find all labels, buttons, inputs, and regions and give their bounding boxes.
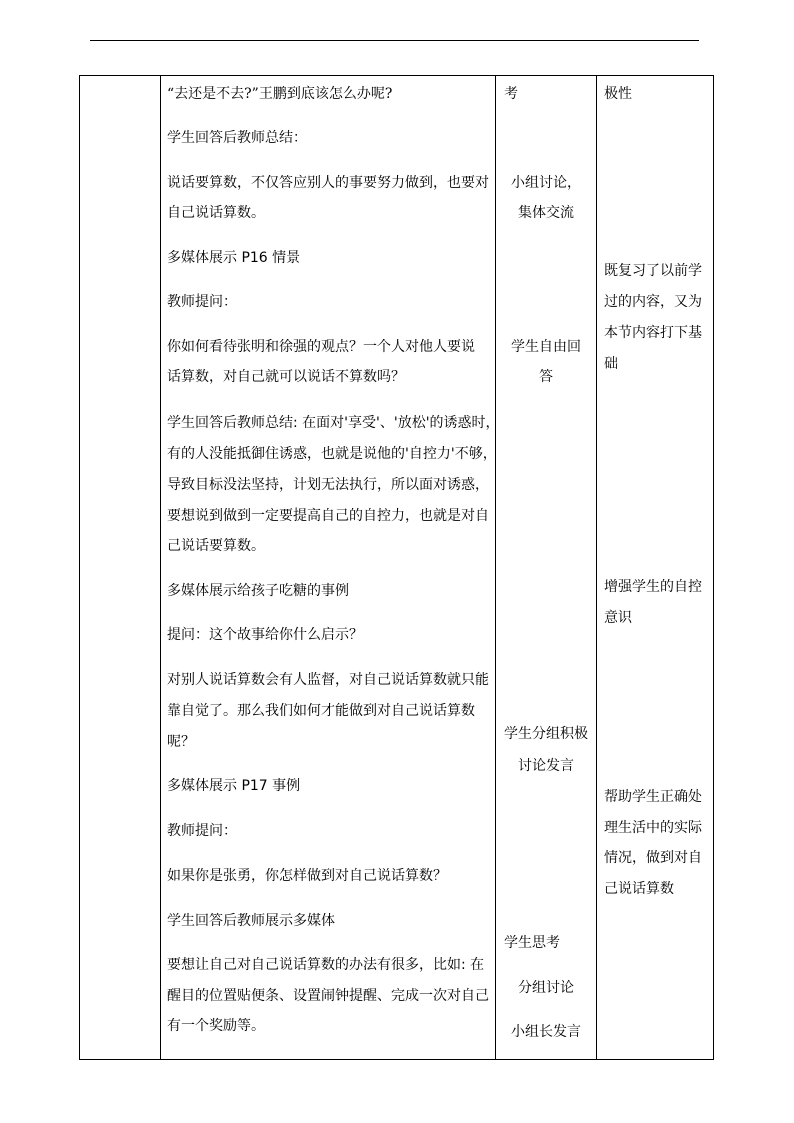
- intent-line: 极性: [604, 86, 632, 102]
- intent-line: 情况，做到对自: [604, 850, 702, 866]
- student-line: 学生思考: [504, 935, 560, 951]
- teaching-line: 要想让自己对自己说话算数的办法有很多，比如: 在: [167, 957, 485, 973]
- column-divider-3: [596, 76, 597, 1059]
- teaching-line: 学生回答后教师展示多媒体: [167, 913, 335, 929]
- intent-line: 意识: [604, 610, 632, 626]
- teaching-line: 有一个奖励等。: [167, 1018, 265, 1034]
- teaching-line: 要想说到做到一定要提高自己的自控力，也就是对自: [167, 508, 489, 524]
- column-divider-2: [495, 76, 496, 1059]
- teaching-line: 话算数，对自己就可以说话不算数吗？: [167, 369, 405, 385]
- student-line: 讨论发言: [518, 758, 574, 774]
- teaching-line: 教师提问：: [167, 294, 237, 310]
- intent-line: 本节内容打下基: [604, 325, 702, 341]
- student-line: 答: [539, 369, 553, 385]
- intent-line: 帮助学生正确处: [604, 789, 702, 805]
- teaching-line: 多媒体展示 P17 事例: [167, 778, 301, 794]
- teaching-line: 靠自觉了。那么我们如何才能做到对自己说话算数: [167, 703, 475, 719]
- teaching-line: 对别人说话算数会有人监督，对自己说话算数就只能: [167, 672, 489, 688]
- intent-line: 过的内容，又为: [604, 294, 702, 310]
- intent-line: 础: [604, 356, 618, 372]
- teaching-line: 多媒体展示给孩子吃糖的事例: [167, 583, 349, 599]
- header-rule: [90, 40, 699, 41]
- teaching-line: 教师提问：: [167, 823, 237, 839]
- intent-line: 理生活中的实际: [604, 820, 702, 836]
- student-line: 学生自由回: [511, 339, 581, 355]
- teaching-line: 你如何看待张明和徐强的观点？一个人对他人要说: [167, 339, 475, 355]
- teaching-line: 学生回答后教师总结: 在面对'享受'、'放松'的诱惑时，: [167, 415, 500, 431]
- teaching-line: 提问：这个故事给你什么启示？: [167, 627, 363, 643]
- teaching-line: 学生回答后教师总结：: [167, 130, 307, 146]
- teaching-line: 呢？: [167, 734, 195, 750]
- intent-line: 既复习了以前学: [604, 263, 702, 279]
- student-line: 考: [504, 86, 518, 102]
- intent-line: 己说话算数: [604, 881, 674, 897]
- teaching-line: 自己说话算数。: [167, 205, 265, 221]
- teaching-line: 如果你是张勇，你怎样做到对自己说话算数？: [167, 868, 447, 884]
- teaching-line: 醒目的位置贴便条、设置闹钟提醒、完成一次对自己: [167, 988, 489, 1004]
- lesson-table: [79, 75, 714, 1060]
- student-line: 小组长发言: [511, 1024, 581, 1040]
- intent-line: 增强学生的自控: [604, 579, 702, 595]
- student-line: 小组讨论，: [511, 175, 581, 191]
- teaching-line: 导致目标没法坚持，计划无法执行，所以面对诱惑，: [167, 477, 489, 493]
- student-line: 分组讨论: [518, 980, 574, 996]
- column-divider-1: [160, 76, 161, 1059]
- teaching-line: 说话要算数，不仅答应别人的事要努力做到，也要对: [167, 175, 489, 191]
- teaching-line: 有的人没能抵御住诱惑，也就是说他的'自控力'不够，: [167, 446, 497, 462]
- student-line: 学生分组积极: [504, 726, 588, 742]
- student-line: 集体交流: [518, 205, 574, 221]
- teaching-line: “去还是不去?”王鹏到底该怎么办呢?: [167, 86, 393, 102]
- teaching-line: 多媒体展示 P16 情景: [167, 250, 301, 266]
- teaching-line: 己说话要算数。: [167, 538, 265, 554]
